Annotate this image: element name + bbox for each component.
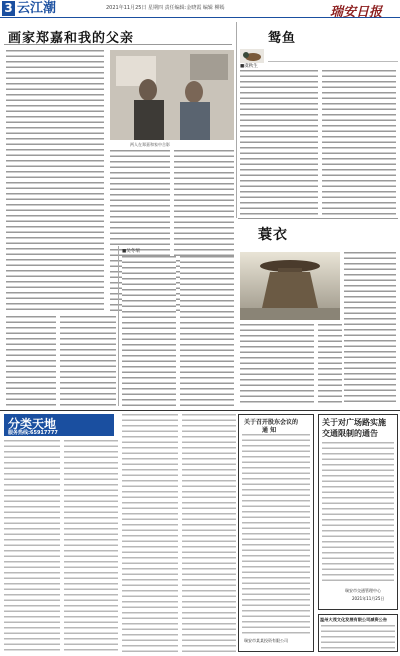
notice1-body [242,434,310,634]
article-body-col1 [6,50,104,312]
article-body-col4 [6,316,56,406]
yuanyu-thumb [240,48,264,62]
notice2-date: 2021年11月25日 [352,596,385,601]
duck-icon [240,49,264,63]
photo-figures [110,50,234,140]
title-rule [4,44,232,45]
notice1-publisher: 瑞安市某某投资有限公司 [244,638,288,643]
notice2-subtitle: 交通限制的通告 [322,429,378,438]
classified-col2 [64,440,118,652]
byline-suoyi: ■吴冬瑞 [122,249,140,254]
farmer-painting [240,252,340,320]
notice1-title: 关于召开股东会议的 [244,419,299,426]
notice2-body [322,442,394,582]
column-divider-2 [118,246,119,406]
byline-yuanyu: ■虞秋生 [240,64,258,69]
ads-rule [0,410,400,411]
masthead-logo: 瑞安日报 [330,5,383,20]
notice1-subtitle: 通 知 [262,427,277,434]
classified-title: 分类天地 [8,417,57,431]
page-number: 3 [2,1,15,16]
article-photo [110,50,234,140]
classified-col1 [4,440,60,652]
notice2-title: 关于对广场路实施 [322,418,386,427]
classified-col3 [122,414,178,652]
title-area [268,44,398,62]
notice3-body [321,625,395,649]
column-divider [236,22,237,218]
suoyi-col3 [240,324,314,406]
article-body-col5 [60,316,116,406]
article-title-painter: 画家郑嘉和我的父亲 [8,31,135,46]
suoyi-col1 [122,256,176,406]
classified-col4 [182,414,236,652]
suoyi-col5 [318,324,342,406]
suoyi-col2 [180,256,234,406]
date-line: 2021年11月25日 星期四 责任编辑:金晓霞 编辑 柳嫣 [106,5,225,11]
suoyi-col4 [344,252,396,406]
yuanyu-col1 [240,70,318,216]
suoyi-painting [240,252,340,320]
notice3-title: 温州大茂文化发展有限公司减资公告 [320,617,388,622]
photo-caption: 两人在郑嘉和家中合影 [130,142,170,147]
yuanyu-col2 [322,70,396,216]
section-rule [238,218,398,219]
notice2-signer: 瑞安市交通管理中心 [345,588,381,593]
article-title-suoyi: 蓑衣 [258,227,288,243]
section-title: 云江潮 [17,1,57,16]
article-title-yuanyu: 鸳鱼 [268,31,297,46]
classified-hotline: 服务热线:65917777 [8,430,58,436]
